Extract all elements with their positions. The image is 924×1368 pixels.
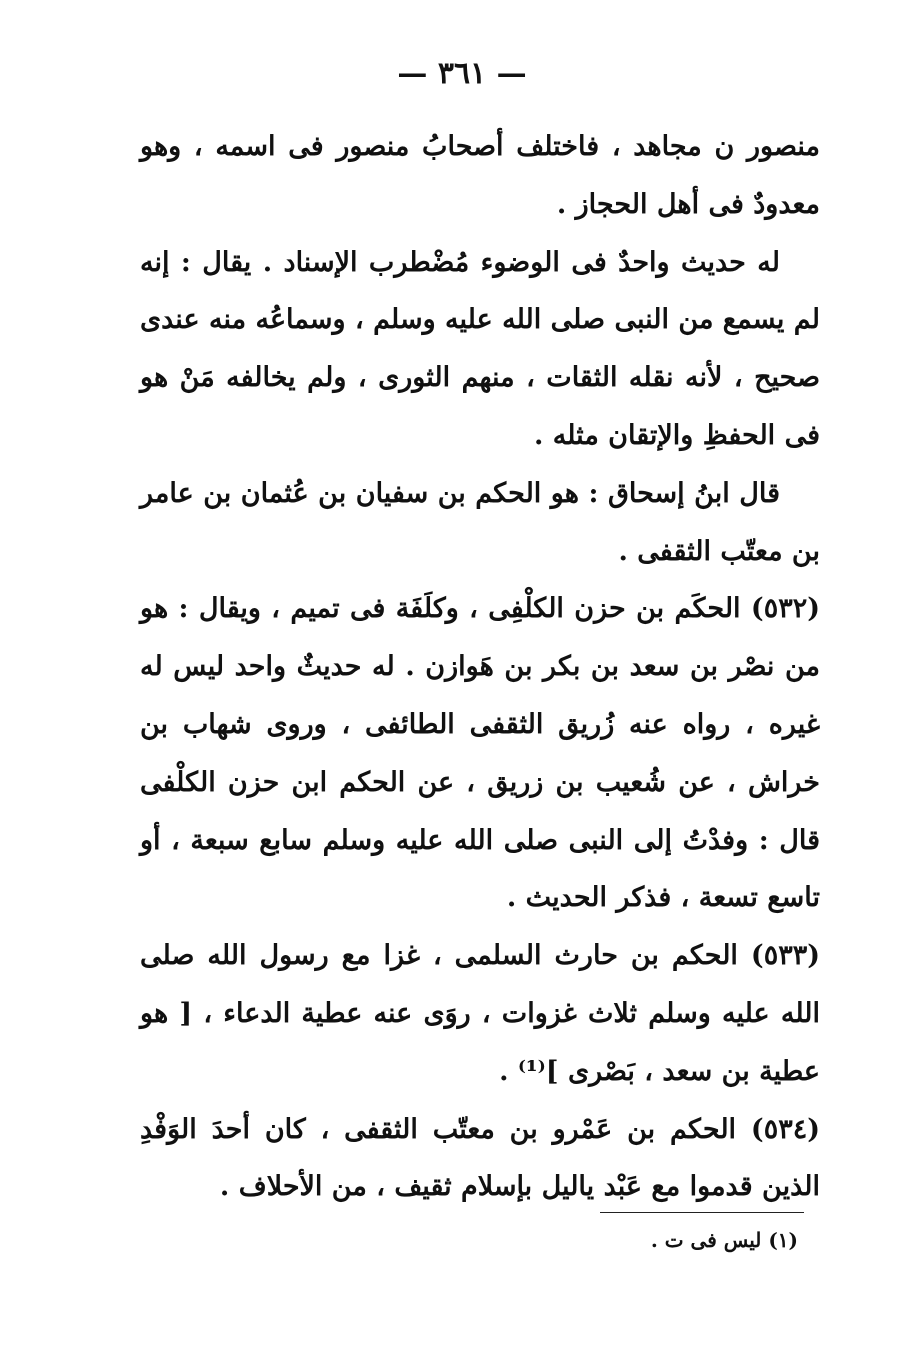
footnote: (١) ليس فى ت . [650,1228,798,1252]
entry-533: (٥٣٣) الحكم بن حارث السلمى ، غزا مع رسول الله صلى الله عليه وسلم ثلاث غزوات ، روَى عنه عطية الدعاء ، [ هو عطية بن سعد ، بَصْرى ]⁽¹⁾ . [140,940,820,1087]
paragraph-single-hadith: له حديث واحدٌ فى الوضوء مُضْطرب الإسناد . يقال : إنه لم يسمع من النبى صلى الله عليه وسلم ، وسماعُه منه عندى صحيح ، لأنه نقله الثقات ، منهم الثورى ، ولم يخالفه مَنْ هو فى الحفظِ والإتقان مثله . [140,246,820,451]
entry-532: (٥٣٢) الحكَم بن حزن الكلْفِى ، وكلَفَة فى تميم ، ويقال : هو من نصْر بن سعد بن بكر بن هَوازن . له حديثٌ واحد ليس له غيره ، رواه عنه زُريق الثقفى الطائفى ، وروى شهاب بن خراش ، عن شُعيب بن زريق ، عن الحكم ابن حزن الكلْفى قال : وفدْتُ إلى النبى صلى الله عليه وسلم سابع سبعة ، أو تاسع تسعة ، فذكر الحديث . [140,593,820,914]
entry-534: (٥٣٤) الحكم بن عَمْرو بن معتّب الثقفى ، كان أحدَ الوَفْدِ الذين قدموا مع عَبْد ياليل بإسلام ثقيف ، من الأحلاف . [140,1113,820,1203]
footnote-divider [600,1212,804,1213]
body-text [140,118,820,1216]
paragraph-ibn-ishaq: قال ابنُ إسحاق : هو الحكم بن سفيان بن عُثمان بن عامر بن معتّب الثقفى . [140,477,820,567]
paragraph-continuation: منصور ن مجاهد ، فاختلف أصحابُ منصور فى اسمه ، وهو معدودٌ فى أهل الحجاز . [140,131,820,220]
page-number: — ٣٦١ — [397,56,527,91]
